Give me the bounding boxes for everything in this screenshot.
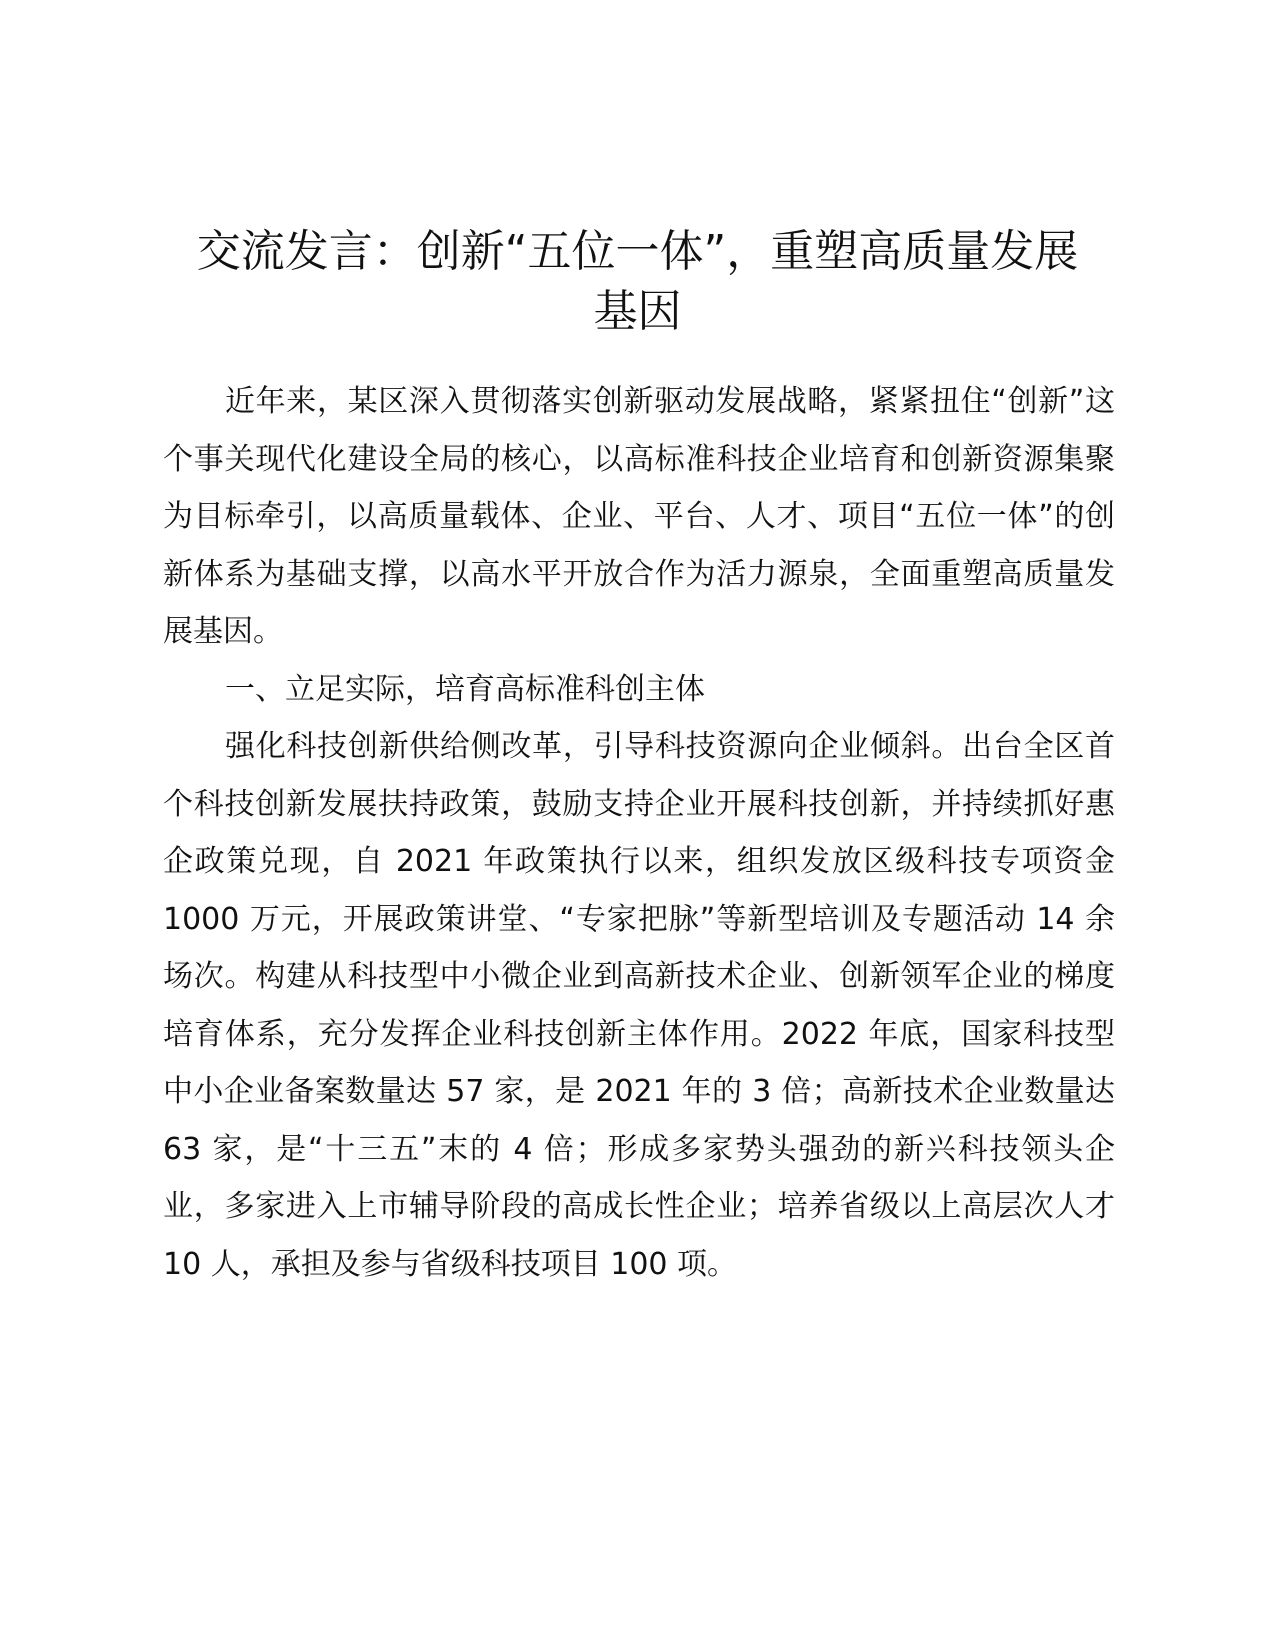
title-line-2: 基因 [593,286,682,337]
section-1-paragraph: 强化科技创新供给侧改革，引导科技资源向企业倾斜。出台全区首个科技创新发展扶持政策，鼓励支持企业开展科技创新，并持续抓好惠企政策兑现，自 2021 年政策执行以来，组织发放区级科技专项资金 1000 万元，开展政策讲堂、“专家把脉”等新型培训及专题活动 14 余场次。构建从科技型中小微企业到高新技术企业、创新领军企业的梯度培育体系，充分发挥企业科技创新主体作用。2022 年底，国家科技型中小企业备案数量达 57 家，是 2021 年的 3 倍；高新技术企业数量达 63 家，是“十三五”末的 4 倍；形成多家势头强劲的新兴科技领头企业，多家进入上市辅导阶段的高成长性企业；培养省级以上高层次人才 10 人，承担及参与省级科技项目 100 项。 [163,729,1115,1282]
title-line-1: 交流发言：创新“五位一体”，重塑高质量发展 [196,226,1079,277]
document-body [163,373,1115,1293]
document-title [160,222,1115,342]
section-heading-1: 一、立足实际，培育高标准科创主体 [225,671,705,707]
intro-paragraph: 近年来，某区深入贯彻落实创新驱动发展战略，紧紧扭住“创新”这个事关现代化建设全局的核心，以高标准科技企业培育和创新资源集聚为目标牵引，以高质量载体、企业、平台、人才、项目“五位一体”的创新体系为基础支撑，以高水平开放合作为活力源泉，全面重塑高质量发展基因。 [163,384,1115,649]
